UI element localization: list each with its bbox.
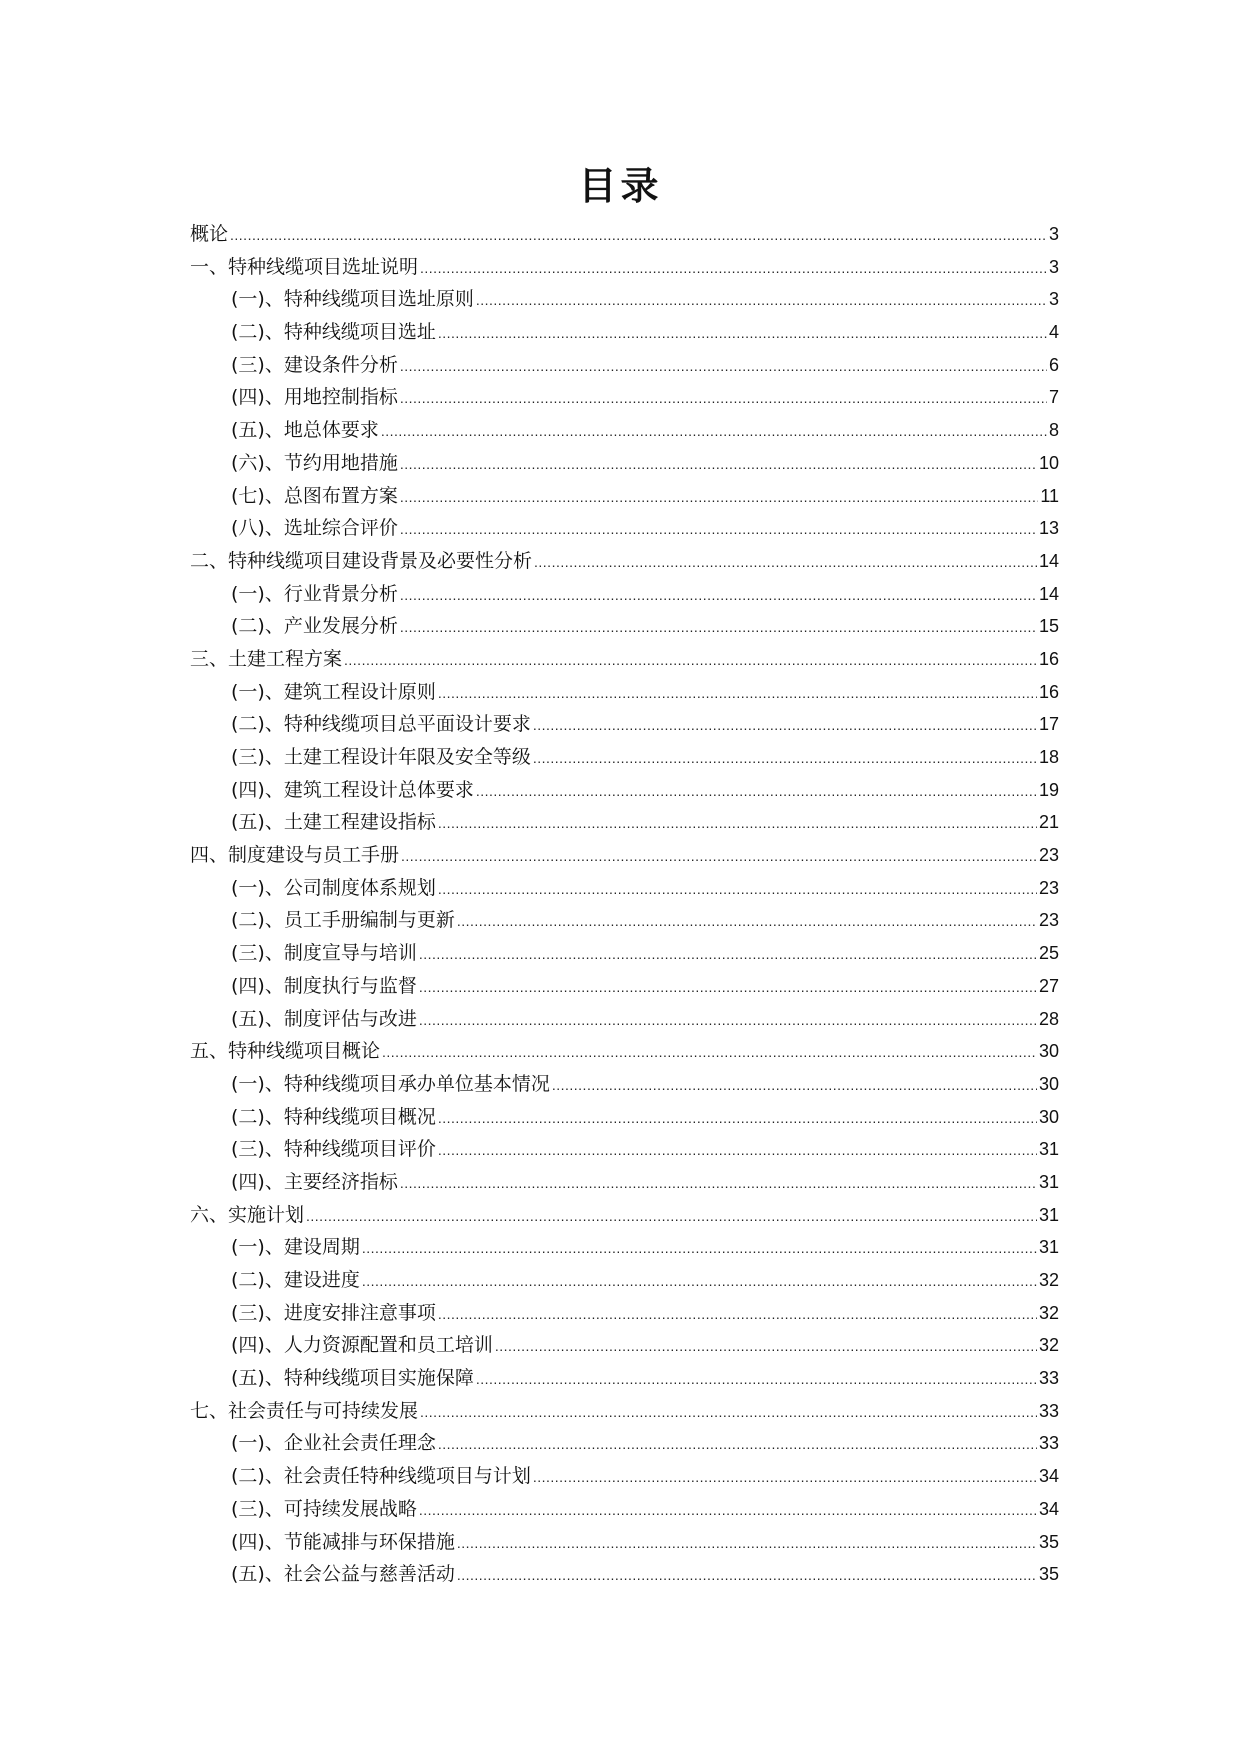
toc-entry-label: (三)、土建工程设计年限及安全等级 [231,746,531,768]
toc-dot-leader [400,513,1037,546]
toc-entry-label: (八)、选址综合评价 [231,517,398,540]
toc-dot-leader [534,546,1037,579]
toc-entry-label: 二、特种线缆项目建设背景及必要性分析 [190,549,533,572]
toc-page-number: 30 [1038,1106,1059,1127]
toc-page-number: 16 [1038,681,1059,702]
toc-subentry[interactable] [190,1133,1059,1166]
toc-dot-leader [362,1232,1037,1265]
toc-page-number: 32 [1038,1270,1059,1290]
toc-page-number: 8 [1048,420,1059,441]
toc-entry-label: (五)、特种线缆项目实施保障 [231,1367,474,1390]
toc-dot-leader [438,677,1037,710]
toc-page-number: 30 [1038,1073,1059,1094]
toc-entry-label: (一)、企业社会责任理念 [231,1432,436,1455]
toc-page-number: 4 [1048,322,1059,343]
toc-dot-leader [400,481,1038,514]
toc-entry-label: (二)、产业发展分析 [231,615,398,638]
toc-entry-label: (二)、特种线缆项目选址 [231,321,436,344]
toc-page-number: 31 [1038,1237,1059,1258]
toc-entry[interactable] [190,251,1059,284]
toc-dot-leader [400,579,1037,612]
toc-subentry[interactable] [190,1264,1059,1297]
toc-subentry[interactable] [190,774,1059,807]
toc-entry-label: (三)、可持续发展战略 [231,1497,417,1520]
toc-subentry[interactable] [190,316,1059,349]
toc-dot-leader [230,219,1047,252]
toc-entry-label: (二)、特种线缆项目总平面设计要求 [231,713,531,736]
toc-entry-label: (二)、员工手册编制与更新 [231,909,455,932]
toc-page-number: 14 [1038,583,1059,604]
toc-entry-label: 六、实施计划 [190,1203,305,1226]
toc-entry[interactable] [190,1395,1059,1428]
toc-dot-leader [344,644,1037,677]
toc-entry-label: 一、特种线缆项目选址说明 [190,255,419,278]
toc-entry-label: (二)、社会责任特种线缆项目与计划 [231,1465,531,1488]
toc-dot-leader [400,350,1047,383]
toc-page-number: 27 [1038,975,1059,996]
toc-dot-leader [400,1167,1037,1200]
toc-subentry[interactable] [190,872,1059,905]
toc-page-number: 31 [1038,1204,1059,1225]
toc-subentry[interactable] [190,904,1059,937]
toc-entry-label: (三)、特种线缆项目评价 [231,1138,436,1161]
toc-dot-leader [419,1494,1037,1527]
toc-page-number: 17 [1038,714,1059,735]
toc-dot-leader [533,1461,1037,1494]
toc-page-number: 3 [1048,224,1059,244]
toc-entry-label: 三、土建工程方案 [190,647,343,670]
toc-dot-leader [401,840,1037,873]
toc-page-number: 25 [1038,943,1059,964]
toc-subentry[interactable] [190,806,1059,839]
toc-entry-label: (三)、制度宣导与培训 [231,942,417,965]
toc-dot-leader [362,1265,1037,1298]
toc-entry-label: (一)、特种线缆项目承办单位基本情况 [231,1072,550,1095]
toc-page-number: 10 [1038,452,1059,473]
toc-entry-label: (一)、公司制度体系规划 [231,876,436,899]
toc-dot-leader [438,1102,1037,1135]
toc-entry-label: 四、制度建设与员工手册 [190,844,400,867]
toc-subentry[interactable] [190,381,1059,414]
toc-entry-label: (一)、建筑工程设计原则 [231,680,436,703]
toc-entry-label: (五)、社会公益与慈善活动 [231,1563,455,1586]
toc-subentry[interactable] [190,349,1059,382]
toc-page-number: 3 [1048,256,1059,277]
toc-subentry[interactable] [190,1362,1059,1395]
toc-dot-leader [457,905,1037,938]
toc-dot-leader [419,1004,1037,1037]
toc-page-number: 28 [1038,1008,1059,1029]
toc-subentry[interactable] [190,1526,1059,1559]
toc-dot-leader [438,1428,1037,1461]
toc-page-number: 33 [1038,1433,1059,1454]
toc-page-number: 32 [1038,1302,1059,1323]
toc-dot-leader [438,1298,1037,1331]
toc-dot-leader [438,317,1047,350]
toc-entry-label: 五、特种线缆项目概论 [190,1040,381,1063]
toc-page-number: 31 [1038,1139,1059,1160]
toc-entry-label: (五)、土建工程建设指标 [231,811,436,834]
toc-subentry[interactable] [190,1166,1059,1199]
toc-subentry[interactable] [190,1003,1059,1036]
toc-page-number: 19 [1038,779,1059,800]
toc-title: 目录 [578,164,663,208]
toc-dot-leader [533,742,1037,775]
toc-page-number: 3 [1048,289,1059,310]
toc-page-number: 14 [1038,550,1059,571]
toc-dot-leader [438,873,1037,906]
toc-dot-leader [438,1134,1037,1167]
toc-dot-leader [400,382,1047,415]
toc-subentry[interactable] [190,1231,1059,1264]
toc-entry-label: (二)、建设进度 [231,1269,360,1291]
toc-entry[interactable] [190,839,1059,872]
toc-subentry[interactable] [190,741,1059,774]
toc-subentry[interactable] [190,970,1059,1003]
toc-page-number: 30 [1038,1041,1059,1062]
toc-dot-leader [400,611,1037,644]
toc-dot-leader [533,709,1037,742]
toc-dot-leader [438,807,1037,840]
toc-entry-label: (四)、建筑工程设计总体要求 [231,778,474,801]
toc-entry[interactable] [190,1199,1059,1232]
toc-page-number: 18 [1038,747,1059,767]
toc-page-number: 23 [1038,877,1059,898]
toc-dot-leader [420,1396,1037,1429]
toc-dot-leader [381,415,1047,448]
toc-page-number: 21 [1038,812,1059,833]
toc-page-number: 33 [1038,1400,1059,1421]
toc-dot-leader [552,1069,1037,1102]
toc-entry-label: (五)、制度评估与改进 [231,1007,417,1030]
toc-subentry[interactable] [190,610,1059,643]
toc-entry-label: (四)、用地控制指标 [231,386,398,409]
toc-page-number: 35 [1038,1531,1059,1552]
toc-subentry[interactable] [190,937,1059,970]
toc-entry-label: (三)、进度安排注意事项 [231,1301,436,1324]
toc-entry-label: (四)、主要经济指标 [231,1170,398,1193]
toc-dot-leader [457,1527,1037,1560]
toc-dot-leader [476,284,1047,317]
toc-entry[interactable] [190,545,1059,578]
toc-page-number: 31 [1038,1171,1059,1192]
toc-entry[interactable] [190,1035,1059,1068]
toc-page-number: 13 [1038,518,1059,539]
toc-entry[interactable] [190,643,1059,676]
toc-entry-label: (四)、制度执行与监督 [231,974,417,997]
toc-entry[interactable] [190,218,1059,251]
toc-subentry[interactable] [190,1101,1059,1134]
toc-subentry[interactable] [190,480,1059,513]
toc-dot-leader [419,971,1037,1004]
toc-page-number: 32 [1038,1335,1059,1356]
toc-subentry[interactable] [190,1460,1059,1493]
toc-page-number: 23 [1038,845,1059,866]
toc-entry-label: (一)、行业背景分析 [231,582,398,605]
toc-dot-leader [400,448,1037,481]
toc-subentry[interactable] [190,1297,1059,1330]
toc-dot-leader [419,938,1037,971]
toc-page-number: 33 [1038,1368,1059,1389]
toc-entry-label: 七、社会责任与可持续发展 [190,1399,419,1422]
toc-page-number: 34 [1038,1498,1059,1519]
toc-subentry[interactable] [190,283,1059,316]
toc-page-number: 16 [1038,648,1059,669]
toc-dot-leader [457,1559,1037,1592]
toc-page-number: 7 [1048,387,1059,408]
toc-dot-leader [476,775,1037,808]
toc-subentry[interactable] [190,676,1059,709]
toc-subentry[interactable] [190,1493,1059,1526]
toc-entry-label: 概论 [190,223,229,245]
toc-page-number: 15 [1038,616,1059,637]
toc-page-number: 23 [1038,910,1059,931]
toc-subentry[interactable] [190,512,1059,545]
toc-subentry[interactable] [190,1068,1059,1101]
toc-page-number: 34 [1038,1466,1059,1487]
toc-entry-label: (一)、建设周期 [231,1236,360,1259]
toc-subentry[interactable] [190,1427,1059,1460]
toc-subentry[interactable] [190,1558,1059,1591]
toc-subentry[interactable] [190,708,1059,741]
toc-subentry[interactable] [190,414,1059,447]
toc-subentry[interactable] [190,578,1059,611]
toc-entry-label: (三)、建设条件分析 [231,353,398,376]
toc-page-number: 11 [1040,485,1059,506]
toc-dot-leader [476,1363,1037,1396]
toc-subentry[interactable] [190,1329,1059,1362]
toc-dot-leader [306,1200,1037,1233]
toc-entry-label: (五)、地总体要求 [231,419,379,442]
toc-dot-leader [495,1330,1037,1363]
toc-entry-label: (四)、节能减排与环保措施 [231,1530,455,1553]
toc-entry-label: (二)、特种线缆项目概况 [231,1105,436,1128]
toc-dot-leader [382,1036,1037,1069]
toc-entry-label: (七)、总图布置方案 [231,484,398,507]
toc-subentry[interactable] [190,447,1059,480]
toc-dot-leader [420,252,1047,285]
toc-page-number: 6 [1048,354,1059,375]
toc-entry-label: (六)、节约用地措施 [231,451,398,474]
toc-list [190,218,1059,1591]
toc-entry-label: (一)、特种线缆项目选址原则 [231,288,474,311]
toc-page-number: 35 [1038,1564,1059,1585]
toc-entry-label: (四)、人力资源配置和员工培训 [231,1334,493,1357]
